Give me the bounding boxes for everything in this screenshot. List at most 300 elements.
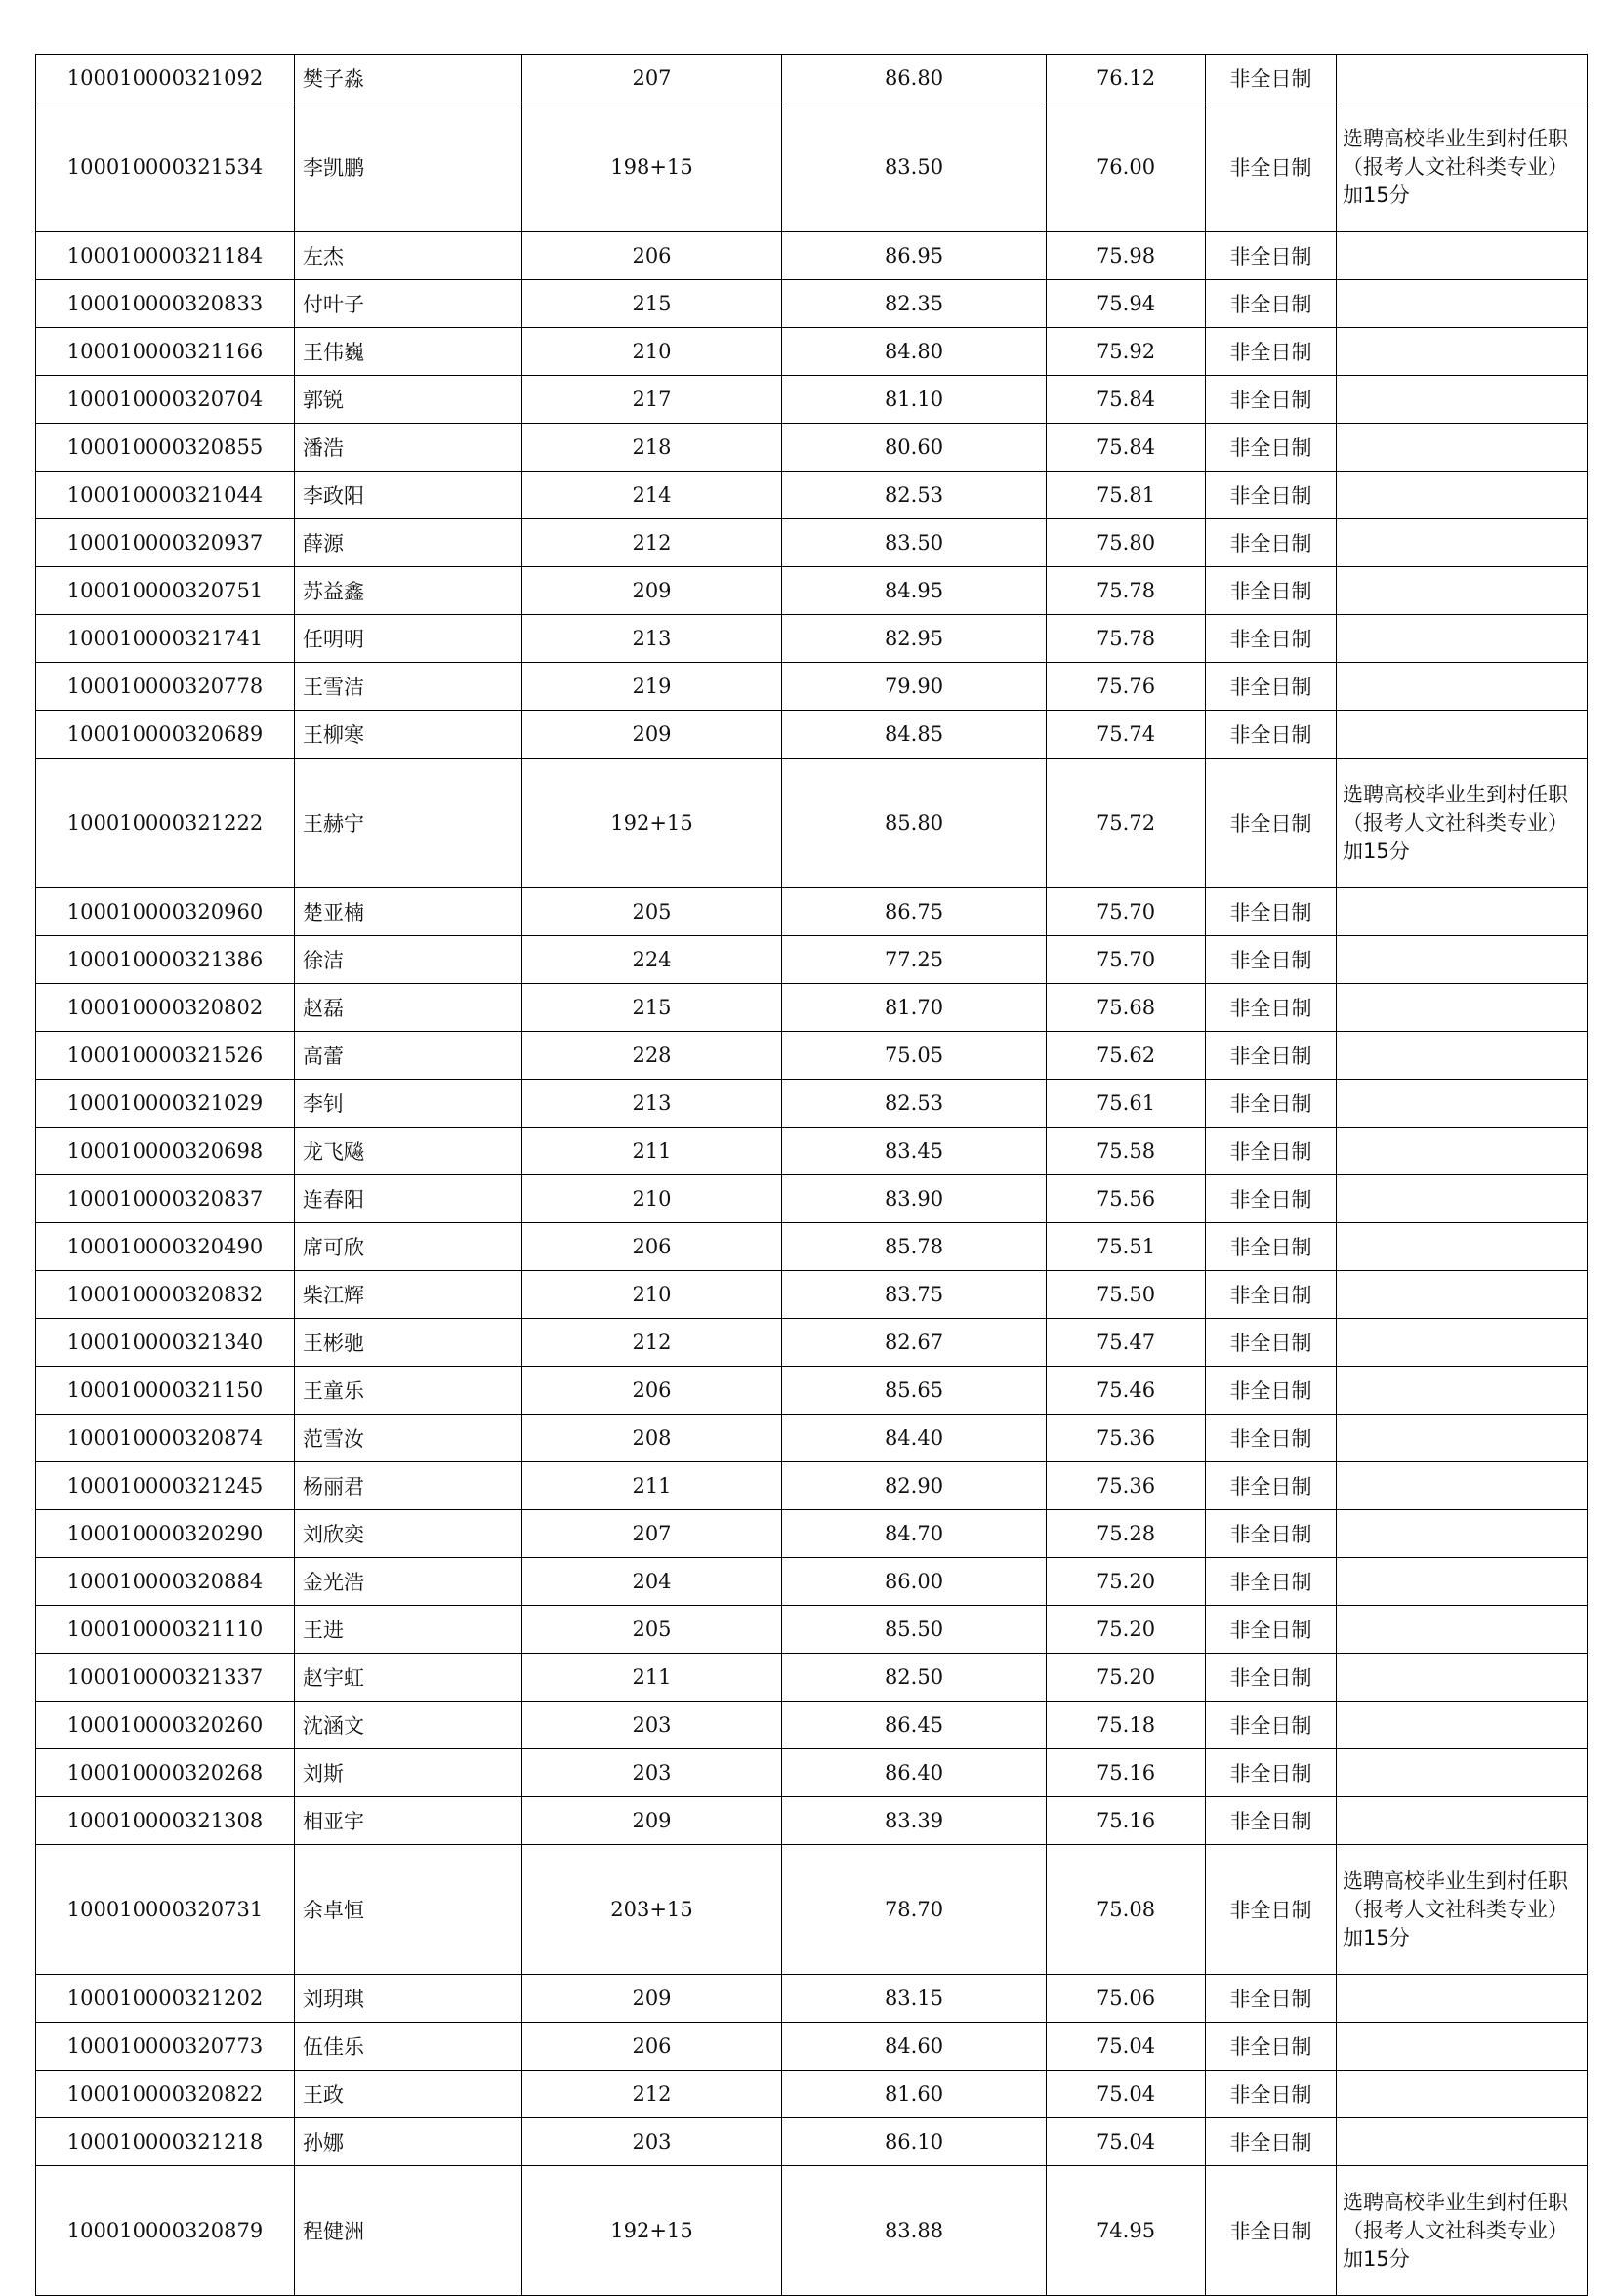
note-cell [1337,984,1588,1032]
study-type-cell: 非全日制 [1206,888,1337,936]
candidate-id-cell: 100010000320855 [36,424,295,472]
candidate-id-cell: 100010000320704 [36,376,295,424]
study-type-cell: 非全日制 [1206,984,1337,1032]
candidate-name-cell: 刘欣奕 [295,1510,522,1558]
note-cell [1337,1749,1588,1797]
table-row [36,102,1588,232]
interview-score-cell: 84.60 [782,2023,1047,2070]
total-score-cell: 75.80 [1047,519,1206,567]
candidate-id-cell: 100010000321337 [36,1654,295,1702]
table-row [36,615,1588,663]
note-cell [1337,1175,1588,1223]
table-row [36,1223,1588,1271]
interview-score-cell: 80.60 [782,424,1047,472]
study-type-cell: 非全日制 [1206,1845,1337,1975]
total-score-cell: 75.78 [1047,615,1206,663]
table-row [36,424,1588,472]
table-row [36,567,1588,615]
study-type-cell: 非全日制 [1206,2118,1337,2166]
written-score-cell: 214 [522,472,782,519]
interview-score-cell: 77.25 [782,936,1047,984]
note-cell [1337,888,1588,936]
candidate-id-cell: 100010000320689 [36,711,295,758]
study-type-cell: 非全日制 [1206,1510,1337,1558]
candidate-name-cell: 龙飞飚 [295,1128,522,1175]
study-type-cell: 非全日制 [1206,519,1337,567]
score-table-body [36,55,1588,2296]
candidate-id-cell: 100010000320268 [36,1749,295,1797]
candidate-name-cell: 李政阳 [295,472,522,519]
candidate-name-cell: 王赫宁 [295,758,522,888]
table-row [36,1367,1588,1414]
study-type-cell: 非全日制 [1206,1702,1337,1749]
written-score-cell: 206 [522,232,782,280]
note-cell [1337,1128,1588,1175]
interview-score-cell: 75.05 [782,1032,1047,1080]
interview-score-cell: 82.53 [782,472,1047,519]
study-type-cell: 非全日制 [1206,1128,1337,1175]
total-score-cell: 75.74 [1047,711,1206,758]
written-score-cell: 217 [522,376,782,424]
interview-score-cell: 83.15 [782,1975,1047,2023]
written-score-cell: 210 [522,1271,782,1319]
total-score-cell: 75.04 [1047,2070,1206,2118]
interview-score-cell: 86.80 [782,55,1047,102]
total-score-cell: 76.12 [1047,55,1206,102]
interview-score-cell: 84.80 [782,328,1047,376]
candidate-id-cell: 100010000321526 [36,1032,295,1080]
candidate-id-cell: 100010000321245 [36,1462,295,1510]
written-score-cell: 203 [522,1749,782,1797]
table-row [36,519,1588,567]
candidate-name-cell: 相亚宇 [295,1797,522,1845]
interview-score-cell: 85.80 [782,758,1047,888]
interview-score-cell: 86.45 [782,1702,1047,1749]
total-score-cell: 75.84 [1047,376,1206,424]
interview-score-cell: 84.70 [782,1510,1047,1558]
table-row [36,280,1588,328]
candidate-name-cell: 薛源 [295,519,522,567]
study-type-cell: 非全日制 [1206,711,1337,758]
table-row [36,1462,1588,1510]
written-score-cell: 204 [522,1558,782,1606]
written-score-cell: 213 [522,615,782,663]
total-score-cell: 75.94 [1047,280,1206,328]
study-type-cell: 非全日制 [1206,2166,1337,2296]
note-cell [1337,567,1588,615]
study-type-cell: 非全日制 [1206,1654,1337,1702]
candidate-id-cell: 100010000320879 [36,2166,295,2296]
interview-score-cell: 85.65 [782,1367,1047,1414]
interview-score-cell: 82.67 [782,1319,1047,1367]
note-cell [1337,615,1588,663]
candidate-id-cell: 100010000321166 [36,328,295,376]
interview-score-cell: 86.95 [782,232,1047,280]
total-score-cell: 75.36 [1047,1414,1206,1462]
interview-score-cell: 83.90 [782,1175,1047,1223]
written-score-cell: 211 [522,1128,782,1175]
candidate-id-cell: 100010000320773 [36,2023,295,2070]
written-score-cell: 219 [522,663,782,711]
written-score-cell: 212 [522,519,782,567]
written-score-cell: 203 [522,2118,782,2166]
interview-score-cell: 81.70 [782,984,1047,1032]
note-cell [1337,1975,1588,2023]
candidate-name-cell: 楚亚楠 [295,888,522,936]
interview-score-cell: 83.88 [782,2166,1047,2296]
total-score-cell: 75.76 [1047,663,1206,711]
total-score-cell: 76.00 [1047,102,1206,232]
note-cell [1337,232,1588,280]
candidate-id-cell: 100010000320751 [36,567,295,615]
table-row [36,232,1588,280]
study-type-cell: 非全日制 [1206,567,1337,615]
study-type-cell: 非全日制 [1206,615,1337,663]
candidate-id-cell: 100010000320837 [36,1175,295,1223]
written-score-cell: 211 [522,1654,782,1702]
candidate-name-cell: 王彬驰 [295,1319,522,1367]
candidate-name-cell: 王进 [295,1606,522,1654]
written-score-cell: 209 [522,567,782,615]
total-score-cell: 75.62 [1047,1032,1206,1080]
note-cell: 选聘高校毕业生到村任职（报考人文社科类专业）加15分 [1337,1845,1588,1975]
written-score-cell: 205 [522,888,782,936]
candidate-name-cell: 程健洲 [295,2166,522,2296]
table-row [36,1080,1588,1128]
candidate-id-cell: 100010000320731 [36,1845,295,1975]
candidate-id-cell: 100010000321092 [36,55,295,102]
table-row [36,376,1588,424]
note-cell [1337,55,1588,102]
written-score-cell: 192+15 [522,758,782,888]
score-table [35,54,1588,2296]
candidate-name-cell: 余卓恒 [295,1845,522,1975]
candidate-id-cell: 100010000321386 [36,936,295,984]
note-cell [1337,328,1588,376]
study-type-cell: 非全日制 [1206,376,1337,424]
candidate-id-cell: 100010000321218 [36,2118,295,2166]
candidate-name-cell: 王童乐 [295,1367,522,1414]
note-cell [1337,1414,1588,1462]
written-score-cell: 218 [522,424,782,472]
total-score-cell: 75.16 [1047,1749,1206,1797]
total-score-cell: 75.92 [1047,328,1206,376]
study-type-cell: 非全日制 [1206,2023,1337,2070]
candidate-id-cell: 100010000320874 [36,1414,295,1462]
written-score-cell: 209 [522,1797,782,1845]
study-type-cell: 非全日制 [1206,424,1337,472]
candidate-name-cell: 付叶子 [295,280,522,328]
written-score-cell: 215 [522,984,782,1032]
total-score-cell: 75.36 [1047,1462,1206,1510]
candidate-name-cell: 高蕾 [295,1032,522,1080]
total-score-cell: 75.04 [1047,2023,1206,2070]
table-row [36,984,1588,1032]
total-score-cell: 75.68 [1047,984,1206,1032]
note-cell [1337,1271,1588,1319]
study-type-cell: 非全日制 [1206,1414,1337,1462]
candidate-id-cell: 100010000320260 [36,1702,295,1749]
candidate-name-cell: 郭锐 [295,376,522,424]
written-score-cell: 207 [522,55,782,102]
candidate-id-cell: 100010000321029 [36,1080,295,1128]
interview-score-cell: 81.60 [782,2070,1047,2118]
interview-score-cell: 86.40 [782,1749,1047,1797]
note-cell [1337,711,1588,758]
interview-score-cell: 84.40 [782,1414,1047,1462]
written-score-cell: 206 [522,1223,782,1271]
total-score-cell: 75.84 [1047,424,1206,472]
total-score-cell: 75.18 [1047,1702,1206,1749]
study-type-cell: 非全日制 [1206,280,1337,328]
table-row [36,2166,1588,2296]
candidate-id-cell: 100010000320833 [36,280,295,328]
candidate-name-cell: 王柳寒 [295,711,522,758]
note-cell: 选聘高校毕业生到村任职（报考人文社科类专业）加15分 [1337,102,1588,232]
table-row [36,1654,1588,1702]
note-cell [1337,663,1588,711]
candidate-name-cell: 李凯鹏 [295,102,522,232]
study-type-cell: 非全日制 [1206,1032,1337,1080]
candidate-id-cell: 100010000321308 [36,1797,295,1845]
table-row [36,1558,1588,1606]
interview-score-cell: 86.75 [782,888,1047,936]
note-cell [1337,1462,1588,1510]
written-score-cell: 228 [522,1032,782,1080]
table-row [36,1606,1588,1654]
candidate-id-cell: 100010000321340 [36,1319,295,1367]
total-score-cell: 75.16 [1047,1797,1206,1845]
candidate-id-cell: 100010000320290 [36,1510,295,1558]
note-cell [1337,1654,1588,1702]
note-cell [1337,1797,1588,1845]
study-type-cell: 非全日制 [1206,1462,1337,1510]
written-score-cell: 207 [522,1510,782,1558]
table-row [36,1128,1588,1175]
note-cell [1337,1080,1588,1128]
candidate-id-cell: 100010000320884 [36,1558,295,1606]
written-score-cell: 212 [522,1319,782,1367]
table-row [36,1319,1588,1367]
note-cell [1337,1032,1588,1080]
interview-score-cell: 84.85 [782,711,1047,758]
study-type-cell: 非全日制 [1206,1975,1337,2023]
candidate-id-cell: 100010000320960 [36,888,295,936]
total-score-cell: 75.50 [1047,1271,1206,1319]
study-type-cell: 非全日制 [1206,1367,1337,1414]
study-type-cell: 非全日制 [1206,55,1337,102]
candidate-id-cell: 100010000321150 [36,1367,295,1414]
candidate-name-cell: 孙娜 [295,2118,522,2166]
total-score-cell: 75.58 [1047,1128,1206,1175]
total-score-cell: 75.06 [1047,1975,1206,2023]
note-cell [1337,1367,1588,1414]
table-row [36,1032,1588,1080]
written-score-cell: 210 [522,1175,782,1223]
candidate-name-cell: 左杰 [295,232,522,280]
total-score-cell: 75.70 [1047,936,1206,984]
total-score-cell: 75.98 [1047,232,1206,280]
candidate-name-cell: 樊子淼 [295,55,522,102]
interview-score-cell: 82.95 [782,615,1047,663]
candidate-name-cell: 柴江辉 [295,1271,522,1319]
candidate-id-cell: 100010000321741 [36,615,295,663]
total-score-cell: 75.78 [1047,567,1206,615]
note-cell [1337,936,1588,984]
study-type-cell: 非全日制 [1206,1749,1337,1797]
note-cell: 选聘高校毕业生到村任职（报考人文社科类专业）加15分 [1337,758,1588,888]
written-score-cell: 215 [522,280,782,328]
interview-score-cell: 83.75 [782,1271,1047,1319]
total-score-cell: 75.61 [1047,1080,1206,1128]
note-cell [1337,424,1588,472]
written-score-cell: 209 [522,711,782,758]
candidate-name-cell: 杨丽君 [295,1462,522,1510]
interview-score-cell: 82.35 [782,280,1047,328]
note-cell [1337,519,1588,567]
written-score-cell: 192+15 [522,2166,782,2296]
table-row [36,1175,1588,1223]
study-type-cell: 非全日制 [1206,102,1337,232]
table-row [36,1975,1588,2023]
candidate-name-cell: 王雪洁 [295,663,522,711]
study-type-cell: 非全日制 [1206,1797,1337,1845]
candidate-name-cell: 赵宇虹 [295,1654,522,1702]
candidate-id-cell: 100010000321202 [36,1975,295,2023]
interview-score-cell: 86.10 [782,2118,1047,2166]
total-score-cell: 75.47 [1047,1319,1206,1367]
note-cell [1337,1606,1588,1654]
note-cell [1337,1319,1588,1367]
candidate-name-cell: 潘浩 [295,424,522,472]
table-row [36,1510,1588,1558]
table-row [36,1845,1588,1975]
note-cell: 选聘高校毕业生到村任职（报考人文社科类专业）加15分 [1337,2166,1588,2296]
candidate-id-cell: 100010000320822 [36,2070,295,2118]
total-score-cell: 75.81 [1047,472,1206,519]
interview-score-cell: 81.10 [782,376,1047,424]
table-row [36,2023,1588,2070]
study-type-cell: 非全日制 [1206,1223,1337,1271]
candidate-name-cell: 徐洁 [295,936,522,984]
table-row [36,1749,1588,1797]
interview-score-cell: 83.39 [782,1797,1047,1845]
candidate-name-cell: 伍佳乐 [295,2023,522,2070]
candidate-name-cell: 王政 [295,2070,522,2118]
total-score-cell: 75.28 [1047,1510,1206,1558]
table-row [36,2118,1588,2166]
note-cell [1337,2070,1588,2118]
total-score-cell: 75.20 [1047,1654,1206,1702]
written-score-cell: 211 [522,1462,782,1510]
candidate-name-cell: 苏益鑫 [295,567,522,615]
written-score-cell: 206 [522,1367,782,1414]
interview-score-cell: 82.50 [782,1654,1047,1702]
interview-score-cell: 85.78 [782,1223,1047,1271]
written-score-cell: 205 [522,1606,782,1654]
table-row [36,1271,1588,1319]
candidate-name-cell: 刘斯 [295,1749,522,1797]
total-score-cell: 74.95 [1047,2166,1206,2296]
total-score-cell: 75.70 [1047,888,1206,936]
interview-score-cell: 83.45 [782,1128,1047,1175]
candidate-id-cell: 100010000320698 [36,1128,295,1175]
note-cell [1337,2023,1588,2070]
candidate-id-cell: 100010000320490 [36,1223,295,1271]
candidate-name-cell: 沈涵文 [295,1702,522,1749]
candidate-name-cell: 连春阳 [295,1175,522,1223]
study-type-cell: 非全日制 [1206,1606,1337,1654]
study-type-cell: 非全日制 [1206,1175,1337,1223]
total-score-cell: 75.72 [1047,758,1206,888]
total-score-cell: 75.04 [1047,2118,1206,2166]
written-score-cell: 203 [522,1702,782,1749]
table-row [36,2070,1588,2118]
written-score-cell: 210 [522,328,782,376]
note-cell [1337,472,1588,519]
study-type-cell: 非全日制 [1206,1080,1337,1128]
note-cell [1337,1702,1588,1749]
candidate-name-cell: 席可欣 [295,1223,522,1271]
table-row [36,55,1588,102]
total-score-cell: 75.20 [1047,1606,1206,1654]
candidate-name-cell: 刘玥琪 [295,1975,522,2023]
candidate-id-cell: 100010000320937 [36,519,295,567]
interview-score-cell: 86.00 [782,1558,1047,1606]
total-score-cell: 75.56 [1047,1175,1206,1223]
study-type-cell: 非全日制 [1206,1319,1337,1367]
table-row [36,758,1588,888]
interview-score-cell: 85.50 [782,1606,1047,1654]
candidate-name-cell: 李钊 [295,1080,522,1128]
written-score-cell: 209 [522,1975,782,2023]
note-cell [1337,2118,1588,2166]
candidate-id-cell: 100010000320778 [36,663,295,711]
candidate-id-cell: 100010000320832 [36,1271,295,1319]
table-row [36,936,1588,984]
interview-score-cell: 78.70 [782,1845,1047,1975]
written-score-cell: 213 [522,1080,782,1128]
table-row [36,888,1588,936]
study-type-cell: 非全日制 [1206,1558,1337,1606]
study-type-cell: 非全日制 [1206,758,1337,888]
study-type-cell: 非全日制 [1206,936,1337,984]
study-type-cell: 非全日制 [1206,1271,1337,1319]
table-row [36,711,1588,758]
written-score-cell: 208 [522,1414,782,1462]
note-cell [1337,1558,1588,1606]
table-row [36,1797,1588,1845]
study-type-cell: 非全日制 [1206,328,1337,376]
study-type-cell: 非全日制 [1206,472,1337,519]
written-score-cell: 206 [522,2023,782,2070]
candidate-id-cell: 100010000321184 [36,232,295,280]
note-cell [1337,1510,1588,1558]
candidate-name-cell: 任明明 [295,615,522,663]
candidate-id-cell: 100010000320802 [36,984,295,1032]
total-score-cell: 75.08 [1047,1845,1206,1975]
written-score-cell: 224 [522,936,782,984]
note-cell [1337,376,1588,424]
interview-score-cell: 83.50 [782,519,1047,567]
candidate-name-cell: 金光浩 [295,1558,522,1606]
total-score-cell: 75.46 [1047,1367,1206,1414]
candidate-name-cell: 王伟巍 [295,328,522,376]
written-score-cell: 203+15 [522,1845,782,1975]
candidate-id-cell: 100010000321222 [36,758,295,888]
table-row [36,663,1588,711]
study-type-cell: 非全日制 [1206,232,1337,280]
